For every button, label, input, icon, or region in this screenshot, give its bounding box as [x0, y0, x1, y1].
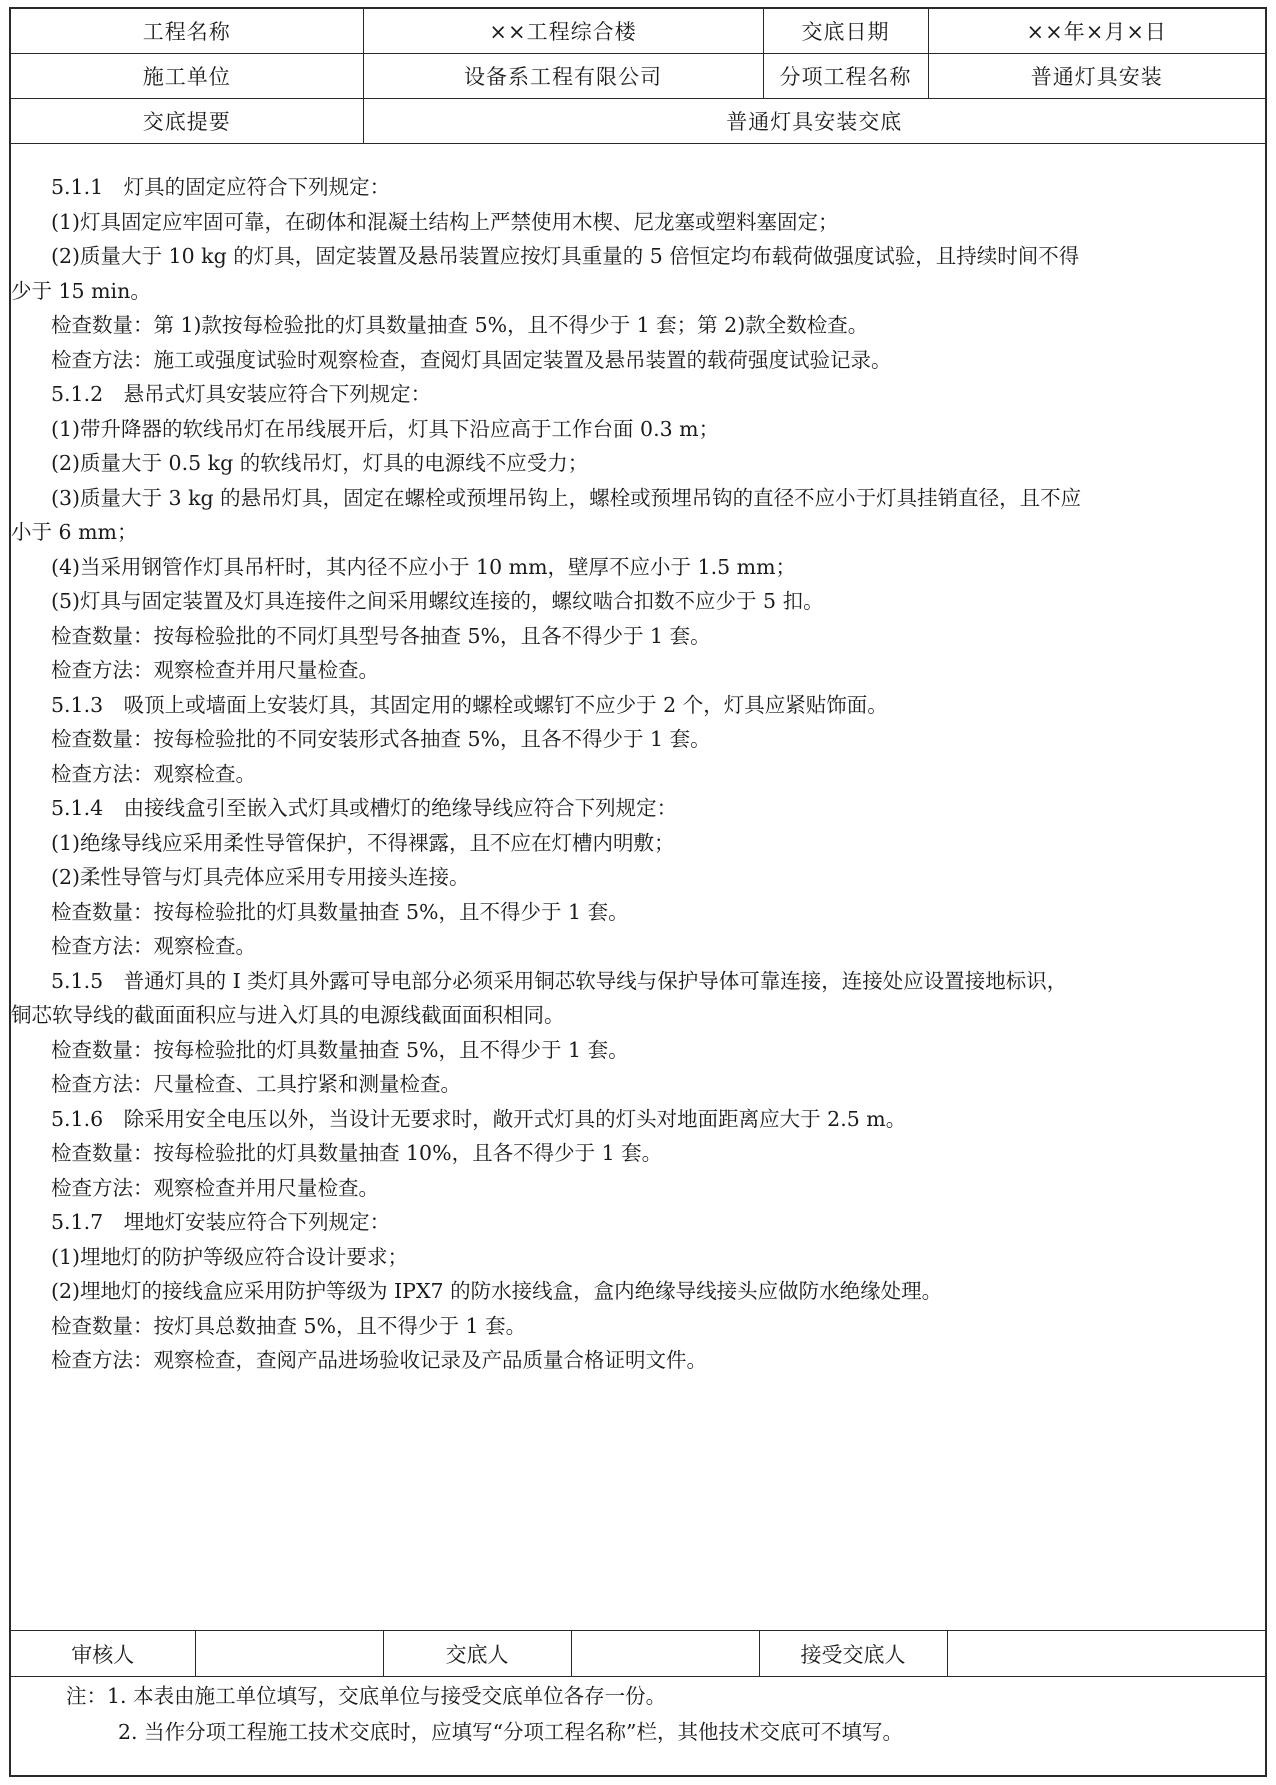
content-line: 5.1.1 灯具的固定应符合下列规定： [51, 175, 391, 199]
content-line: (1)埋地灯的防护等级应符合设计要求； [51, 1244, 409, 1269]
project-name-value: ××工程综合楼 [363, 9, 763, 54]
date-label: 交底日期 [763, 9, 928, 54]
note-1: 注：1. 本表由施工单位填写，交底单位与接受交底单位各存一份。 [66, 1684, 667, 1708]
content-line: (1)灯具固定应牢固可靠，在砌体和混凝土结构上严禁使用木楔、尼龙塞或塑料塞固定； [51, 209, 839, 234]
reviewer-label: 审核人 [11, 1631, 195, 1677]
content-line: 少于 15 min。 [11, 278, 151, 303]
content-line: 5.1.6 除采用安全电压以外，当设计无要求时，敞开式灯具的灯头对地面距离应大于 2.5 m。 [51, 1106, 907, 1131]
content-line: 检查方法：施工或强度试验时观察检查，查阅灯具固定装置及悬吊装置的载荷强度试验记录。 [51, 347, 892, 372]
content-line: 检查方法：观察检查。 [51, 934, 256, 958]
disclosure-content [11, 160, 1265, 1640]
receiver-label: 接受交底人 [759, 1631, 947, 1677]
content-line: 检查数量：按每检验批的不同安装形式各抽查 5%，且各不得少于 1 套。 [51, 727, 711, 751]
content-line: 检查方法：观察检查并用尺量检查。 [51, 1175, 379, 1200]
disclosure-form [9, 7, 1267, 1777]
content-line: 检查数量：按每检验批的不同灯具型号各抽查 5%，且各不得少于 1 套。 [51, 623, 711, 648]
content-line: 5.1.2 悬吊式灯具安装应符合下列规定： [51, 382, 432, 406]
summary-value: 普通灯具安装交底 [363, 99, 1265, 144]
content-line: (2)柔性导管与灯具壳体应采用专用接头连接。 [51, 865, 470, 889]
header-row-project [11, 9, 1265, 54]
content-line: (1)绝缘导线应采用柔性导管保护，不得裸露，且不应在灯槽内明敷； [51, 830, 675, 855]
content-line: (4)当采用钢管作灯具吊杆时，其内径不应小于 10 mm，壁厚不应小于 1.5 mm； [51, 554, 797, 579]
content-line: 5.1.3 吸顶上或墙面上安装灯具，其固定用的螺栓或螺钉不应少于 2 个，灯具应紧贴饰面。 [51, 692, 888, 717]
unit-label: 施工单位 [11, 54, 363, 99]
signature-table [11, 1630, 1265, 1677]
content-line: 检查数量：按灯具总数抽查 5%，且不得少于 1 套。 [51, 1313, 527, 1338]
content-line: 检查方法：尺量检查、工具拧紧和测量检查。 [51, 1072, 461, 1096]
content-line: 5.1.5 普通灯具的 I 类灯具外露可导电部分必须采用铜芯软导线与保护导体可靠连接，连接处应设置接地标识， [51, 968, 1068, 993]
content-line: (2)埋地灯的接线盒应采用防护等级为 IPX7 的防水接线盒，盒内绝缘导线接头应做防水绝缘处理。 [51, 1279, 943, 1303]
header-row-unit [11, 54, 1265, 99]
content-line: 检查数量：按每检验批的灯具数量抽查 5%，且不得少于 1 套。 [51, 1037, 629, 1062]
unit-value: 设备系工程有限公司 [363, 54, 763, 99]
subproject-label: 分项工程名称 [763, 54, 928, 99]
content-line: (2)质量大于 0.5 kg 的软线吊灯，灯具的电源线不应受力； [51, 451, 589, 475]
content-line: 5.1.7 埋地灯安装应符合下列规定： [51, 1210, 391, 1234]
discloser-field[interactable] [571, 1631, 759, 1677]
content-line: 检查方法：观察检查。 [51, 761, 256, 786]
header-table [11, 9, 1265, 144]
content-line: (1)带升降器的软线吊灯在吊线展开后，灯具下沿应高于工作台面 0.3 m； [51, 416, 720, 441]
content-line: (3)质量大于 3 kg 的悬吊灯具，固定在螺栓或预埋吊钩上，螺栓或预埋吊钩的直径不应小于灯具挂销直径，且不应 [51, 485, 1082, 510]
content-line: 检查数量：按每检验批的灯具数量抽查 5%，且不得少于 1 套。 [51, 899, 629, 924]
header-row-summary [11, 99, 1265, 144]
content-line: 检查方法：观察检查，查阅产品进场验收记录及产品质量合格证明文件。 [51, 1348, 707, 1372]
discloser-label: 交底人 [383, 1631, 571, 1677]
project-name-label: 工程名称 [11, 9, 363, 54]
content-line: 检查数量：按每检验批的灯具数量抽查 10%，且各不得少于 1 套。 [51, 1141, 663, 1165]
content-line: 检查数量：第 1)款按每检验批的灯具数量抽查 5%，且不得少于 1 套；第 2)款全数检查。 [51, 313, 869, 337]
summary-label: 交底提要 [11, 99, 363, 144]
content-line: 小于 6 mm； [11, 520, 138, 544]
note-2: 2. 当作分项工程施工技术交底时，应填写“分项工程名称”栏，其他技术交底可不填写。 [118, 1720, 904, 1744]
signature-row [11, 1631, 1265, 1677]
content-line: 铜芯软导线的截面面积应与进入灯具的电源线截面面积相同。 [11, 1003, 565, 1027]
receiver-field[interactable] [947, 1631, 1265, 1677]
subproject-value: 普通灯具安装 [928, 54, 1265, 99]
date-value: ××年×月×日 [928, 9, 1265, 54]
content-line: 5.1.4 由接线盒引至嵌入式灯具或槽灯的绝缘导线应符合下列规定： [51, 796, 678, 820]
content-line: 检查方法：观察检查并用尺量检查。 [51, 658, 379, 682]
content-line: (2)质量大于 10 kg 的灯具，固定装置及悬吊装置应按灯具重量的 5 倍恒定均布载荷做强度试验，且持续时间不得 [51, 244, 1080, 268]
reviewer-field[interactable] [195, 1631, 383, 1677]
content-line: (5)灯具与固定装置及灯具连接件之间采用螺纹连接的，螺纹啮合扣数不应少于 5 扣。 [51, 589, 824, 613]
